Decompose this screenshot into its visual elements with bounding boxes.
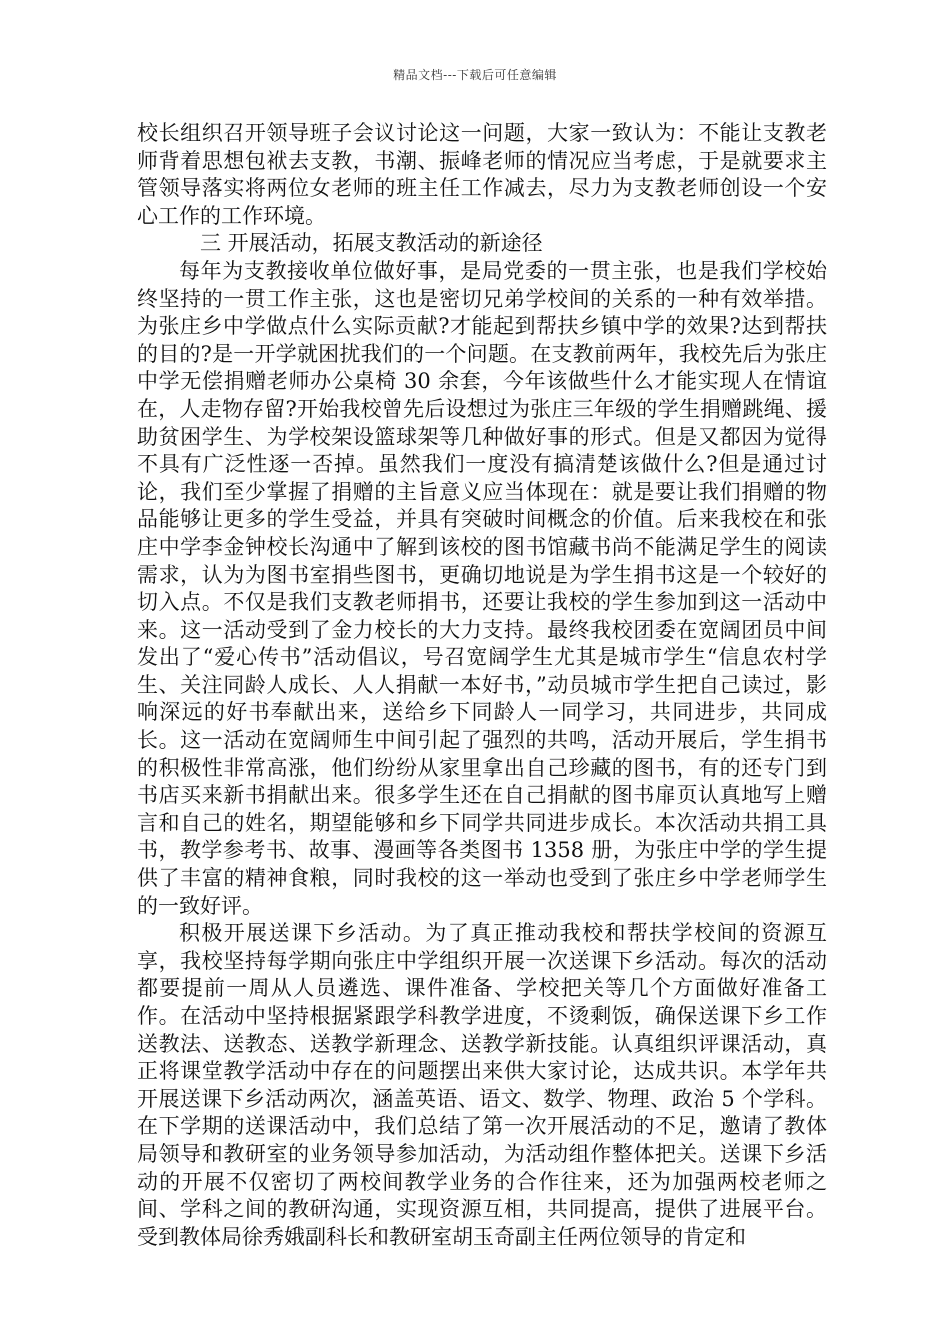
paragraph-continuation: 校长组织召开领导班子会议讨论这一问题，大家一致认为：不能让支教老师背着思想包袱去支教，书潮、振峰老师的情况应当考虑，于是就要求主管领导落实将两位女老师的班主任工作减去，尽力为支教老师创设一个安心工作的工作环境。 bbox=[137, 121, 827, 228]
page-header: 精品文档---下载后可任意编辑 bbox=[393, 68, 557, 82]
section-heading: 三 开展活动，拓展支教活动的新途径 bbox=[200, 231, 543, 256]
paragraph-send-lessons: 积极开展送课下乡活动。为了真正推动我校和帮扶学校间的资源互享，我校坚持每学期向张庄中学组织开展一次送课下乡活动。每次的活动都要提前一周从人员遴选、课件准备、学校把关等几个方面做好准备工作。在活动中坚持根据紧跟学科教学进度，不烫剩饭，确保送课下乡工作送教法、送教态、送教学新理念、送教学新技能。认真组织评课活动，真正将课堂教学活动中存在的问题摆出来供大家讨论，达成共识。本学年共开展送课下乡活动两次，涵盖英语、语文、数学、物理、政治 5 个学科。在下学期的送课活动中，我们总结了第一次开展活动的不足，邀请了教体局领导和教研室的业务领导参加活动，为活动组作整体把关。送课下乡活动的开展不仅密切了两校间教学业务的合作往来，还为加强两校老师之间、学科之间的教研沟通，实现资源互相，共同提高，提供了进展平台。受到教体局徐秀娥副科长和教研室胡玉奇副主任两位领导的肯定和 bbox=[137, 921, 827, 1249]
paragraph-book-donation: 每年为支教接收单位做好事，是局党委的一贯主张，也是我们学校始终坚持的一贯工作主张，这也是密切兄弟学校间的关系的一种有效举措。为张庄乡中学做点什么实际贡献?才能起到帮扶乡镇中学的效果?达到帮扶的目的?是一开学就困扰我们的一个问题。在支教前两年，我校先后为张庄中学无偿捐赠老师办公桌椅 30 余套，今年该做些什么才能实现人在情谊在，人走物存留?开始我校曾先后设想过为张庄三年级的学生捐赠跳绳、援助贫困学生、为学校架设篮球架等几种做好事的形式。但是又都因为觉得不具有广泛性逐一否掉。虽然我们一度没有搞清楚该做什么?但是通过讨论，我们至少掌握了捐赠的主旨意义应当体现在：就是要让我们捐赠的物品能够让更多的学生受益，并具有突破时间概念的价值。后来我校在和张庄中学李金钟校长沟通中了解到该校的图书馆藏书尚不能满足学生的阅读需求，认为为图书室捐些图书，更确切地说是为学生捐书这是一个较好的切入点。不仅是我们支教老师捐书，还要让我校的学生参加到这一活动中来。这一活动受到了金力校长的大力支持。最终我校团委在宽阔团员中间发出了“爱心传书”活动倡议，号召宽阔学生尤其是城市学生“信息农村学生、关注同龄人成长、人人捐献一本好书，”动员城市学生把自己读过，影响深远的好书奉献出来，送给乡下同龄人一同学习，共同进步，共同成长。这一活动在宽阔师生中间引起了强烈的共鸣，活动开展后，学生捐书的积极性非常高涨，他们纷纷从家里拿出自己珍藏的图书，有的还专门到书店买来新书捐献出来。很多学生还在自己捐献的图书扉页认真地写上赠言和自己的姓名，期望能够和乡下同学共同进步成长。本次活动共捐工具书，教学参考书、故事、漫画等各类图书 1358 册，为张庄中学的学生提供了丰富的精神食粮，同时我校的这一举动也受到了张庄乡中学老师学生的一致好评。 bbox=[137, 258, 827, 918]
document-body bbox=[137, 120, 827, 1251]
